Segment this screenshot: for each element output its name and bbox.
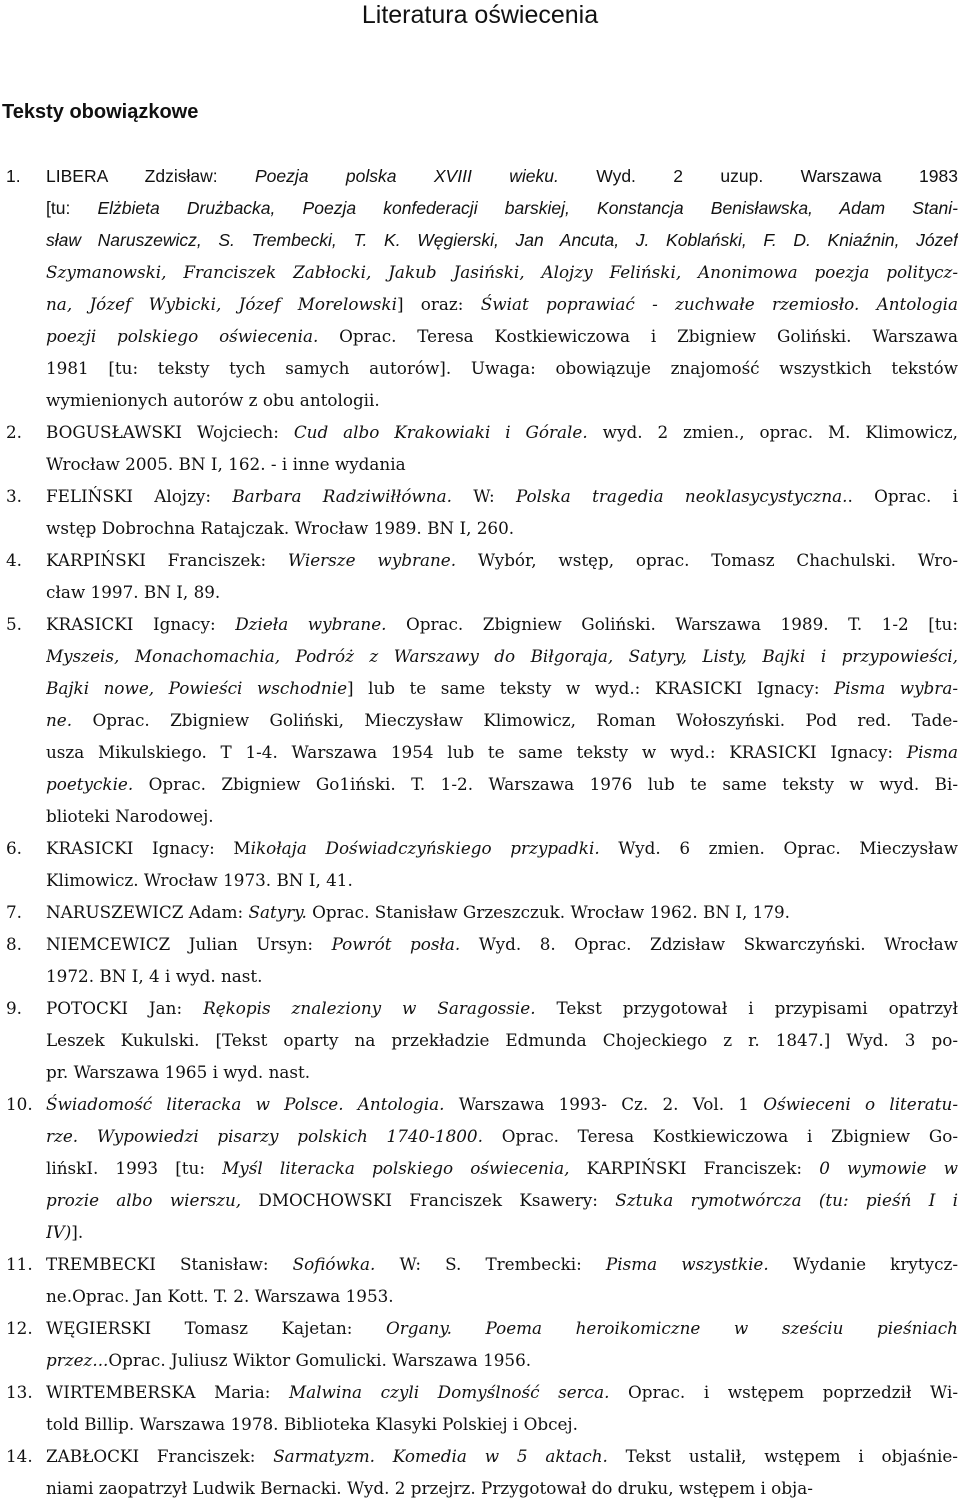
list-item xyxy=(0,1248,958,1312)
entry-text: Oprac. Zbigniew Go1iński. T. 1-2. Warszawa 1976 lub te same teksty w wyd. Bi- xyxy=(133,774,958,794)
entry-text: LIBERA Zdzisław: xyxy=(46,166,255,186)
title-text: Barbara Radziwiłłówna. xyxy=(232,486,452,506)
entry-line xyxy=(46,768,958,800)
title-text: Satyry. xyxy=(248,902,307,922)
title-text: Pisma xyxy=(906,742,958,762)
title-text: Myszeis, Monachomachia, Podróż z Warszawy do Biłgoraja, Satyry, Listy, Bajki i przypowieści, xyxy=(46,646,958,666)
entry-text: 1981 [tu: teksty tych samych autorów]. Uwaga: obowiązuje znajomość wszystkich tekstów xyxy=(46,358,958,378)
item-number: 4. xyxy=(6,550,23,570)
item-number: 6. xyxy=(6,838,23,858)
entry-line xyxy=(46,992,958,1024)
entry-text: TREMBECKI Stanisław: xyxy=(46,1254,293,1274)
entry-text: KARPIŃSKI Franciszek: xyxy=(569,1158,820,1178)
title-text: Pisma wybra- xyxy=(834,678,958,698)
entry-line xyxy=(46,704,958,736)
entry-line xyxy=(46,864,958,896)
entry-line xyxy=(46,544,958,576)
entry-text: wymienionych autorów z obu antologii. xyxy=(46,390,380,410)
title-text: Cud albo Krakowiaki i Górale. xyxy=(293,422,588,442)
title-text: prozie albo wierszu, xyxy=(46,1190,242,1210)
entry-text: Tekst ustalił, wstępem i objaśnie- xyxy=(607,1446,958,1466)
title-text: sław Naruszewicz, S. Trembecki, T. K. Węgierski, Jan Ancuta, J. Koblański, F. D. Kniaźnin, Józef xyxy=(46,230,958,250)
entry-text: Oprac. i wstępem poprzedził Wi- xyxy=(609,1382,958,1402)
entry-text: Tekst przygotował i przypisami opatrzył xyxy=(535,998,958,1018)
entry-line xyxy=(46,1408,958,1440)
entry-line xyxy=(46,1216,958,1248)
list-item xyxy=(0,1440,958,1504)
item-number: 3. xyxy=(6,486,23,506)
entry-text: Wyd. 2 uzup. Warszawa 1983 xyxy=(558,166,958,186)
title-text: Poezja polska XVIII wieku. xyxy=(255,166,559,186)
item-number: 12. xyxy=(6,1318,33,1338)
item-number: 14. xyxy=(6,1446,33,1466)
entry-line xyxy=(46,1056,958,1088)
entry-text: KRASICKI Ignacy: xyxy=(46,614,236,634)
list-item xyxy=(0,1088,958,1248)
title-text: rze. Wypowiedzi pisarzy polskich 1740-1800. xyxy=(46,1126,483,1146)
title-text: ikołaja Doświadczyńskiego przypadki. xyxy=(250,838,600,858)
entry-line xyxy=(46,1184,958,1216)
entry-line xyxy=(46,672,958,704)
entry-text: Wybór, wstęp, oprac. Tomasz Chachulski. Wro- xyxy=(456,550,958,570)
title-text: Sarmatyzm. Komedia w 5 aktach. xyxy=(273,1446,608,1466)
entry-text: WIRTEMBERSKA Maria: xyxy=(46,1382,289,1402)
entry-line xyxy=(46,448,958,480)
list-item xyxy=(0,896,958,928)
item-number: 11. xyxy=(6,1254,33,1274)
entry-text: DMOCHOWSKI Franciszek Ksawery: xyxy=(241,1190,616,1210)
item-number: 9. xyxy=(6,998,23,1018)
entry-text: Wyd. 6 zmien. Oprac. Mieczysław xyxy=(599,838,958,858)
entry-line xyxy=(46,896,958,928)
entry-text: W: S. Trembecki: xyxy=(375,1254,606,1274)
title-text: Malwina czyli Domyślność serca. xyxy=(288,1382,610,1402)
entry-line xyxy=(46,224,958,256)
list-item xyxy=(0,928,958,992)
entry-line xyxy=(46,928,958,960)
entry-line xyxy=(46,352,958,384)
entry-line xyxy=(46,1248,958,1280)
entry-text: FELIŃSKI Alojzy: xyxy=(46,486,233,506)
item-number: 13. xyxy=(6,1382,33,1402)
title-text: Świat poprawiać - zuchwałe rzemiosło. Antologia xyxy=(480,294,958,314)
entry-text: 1972. BN I, 4 i wyd. nast. xyxy=(46,966,263,986)
entry-line xyxy=(46,1120,958,1152)
entry-line xyxy=(46,1472,958,1504)
title-text: Szymanowski, Franciszek Zabłocki, Jakub Jasiński, Alojzy Feliński, Anonimowa poezja politycz- xyxy=(46,262,958,282)
entry-text: pr. Warszawa 1965 i wyd. nast. xyxy=(46,1062,311,1082)
list-item xyxy=(0,1312,958,1376)
list-item xyxy=(0,608,958,832)
title-text: Powrót posła. xyxy=(331,934,461,954)
list-item xyxy=(0,480,958,544)
entry-text: Wyd. 8. Oprac. Zdzisław Skwarczyński. Wrocław xyxy=(460,934,958,954)
title-text: Sofiówka. xyxy=(292,1254,376,1274)
list-item xyxy=(0,416,958,480)
entry-text: ]. xyxy=(71,1222,84,1242)
entry-line xyxy=(46,640,958,672)
list-item xyxy=(0,160,958,416)
entry-text: Warszawa 1993- Cz. 2. Vol. 1 xyxy=(444,1094,764,1114)
title-text: na, Józef Wybicki, Józef Morelowski xyxy=(46,294,397,314)
section-heading: Teksty obowiązkowe xyxy=(2,101,199,123)
title-text: poezji polskiego oświecenia. xyxy=(46,326,319,346)
entry-text: ] oraz: xyxy=(396,294,481,314)
list-item xyxy=(0,1376,958,1440)
title-text: przez... xyxy=(46,1350,109,1370)
entry-text: Oprac. Teresa Kostkiewiczowa i Zbigniew Goliński. Warszawa xyxy=(318,326,958,346)
title-text: IV) xyxy=(46,1222,72,1242)
entry-text: blioteki Narodowej. xyxy=(46,806,214,826)
list-item xyxy=(0,544,958,608)
entry-text: Oprac. Stanisław Grzeszczuk. Wrocław 1962. BN I, 179. xyxy=(306,902,791,922)
entry-text: usza Mikulskiego. T 1-4. Warszawa 1954 lub te same teksty w wyd.: KRASICKI Ignacy: xyxy=(46,742,907,762)
page-title: Literatura oświecenia xyxy=(361,1,599,29)
entry-text: wyd. 2 zmien., oprac. M. Klimowicz, xyxy=(587,422,958,442)
entry-text: ] lub te same teksty w wyd.: KRASICKI Ignacy: xyxy=(347,678,835,698)
title-text: Myśl literacka polskiego oświecenia, xyxy=(222,1158,570,1178)
entry-line xyxy=(46,192,958,224)
entry-text: . Oprac. i xyxy=(847,486,958,506)
entry-line xyxy=(46,960,958,992)
title-text: Oświeceni o literatu- xyxy=(763,1094,958,1114)
entry-text: ne.Oprac. Jan Kott. T. 2. Warszawa 1953. xyxy=(46,1286,394,1306)
entry-line xyxy=(46,416,958,448)
entry-text: Oprac. Teresa Kostkiewiczowa i Zbigniew Go- xyxy=(482,1126,958,1146)
entry-text: KRASICKI Ignacy: M xyxy=(46,838,251,858)
entry-text: Oprac. Zbigniew Goliński, Mieczysław Klimowicz, Roman Wołoszyński. Pod red. Tade- xyxy=(72,710,958,730)
title-text: Sztuka rymotwórcza (tu: pieśń I i xyxy=(615,1190,958,1210)
title-text: Bajki nowe, Powieści wschodnie xyxy=(46,678,348,698)
entry-line xyxy=(46,288,958,320)
entry-line xyxy=(46,736,958,768)
entry-line xyxy=(46,320,958,352)
entry-text: [tu: xyxy=(46,198,98,218)
item-number: 1. xyxy=(6,166,21,186)
list-item xyxy=(0,832,958,896)
entry-line xyxy=(46,608,958,640)
entry-text: W: xyxy=(451,486,516,506)
entry-text: KARPIŃSKI Franciszek: xyxy=(46,550,288,570)
entry-line xyxy=(46,1088,958,1120)
entry-text: Wydanie krytycz- xyxy=(768,1254,958,1274)
entry-line xyxy=(46,160,958,192)
entry-text: BOGUSŁAWSKI Wojciech: xyxy=(46,422,294,442)
entry-text: Leszek Kukulski. [Tekst oparty na przekładzie Edmunda Chojeckiego z r. 1847.] Wyd. 3 po- xyxy=(46,1030,958,1050)
entry-text: Oprac. Zbigniew Goliński. Warszawa 1989. T. 1-2 [tu: xyxy=(386,614,958,634)
entry-text: Klimowicz. Wrocław 1973. BN I, 41. xyxy=(46,870,353,890)
entry-text: lińskI. 1993 [tu: xyxy=(46,1158,223,1178)
item-number: 7. xyxy=(6,902,23,922)
title-text: Świadomość literacka w Polsce. Antologia. xyxy=(46,1094,445,1114)
entry-text: Wrocław 2005. BN I, 162. - i inne wydania xyxy=(46,454,406,474)
title-text: Pisma wszystkie. xyxy=(605,1254,769,1274)
entry-line xyxy=(46,384,958,416)
entry-text: wstęp Dobrochna Ratajczak. Wrocław 1989. BN I, 260. xyxy=(46,518,515,538)
item-number: 2. xyxy=(6,422,23,442)
item-number: 10. xyxy=(6,1094,33,1114)
list-item xyxy=(0,992,958,1088)
entry-text: POTOCKI Jan: xyxy=(46,998,204,1018)
entry-line xyxy=(46,1312,958,1344)
entry-line xyxy=(46,832,958,864)
bibliography-list xyxy=(0,160,958,1504)
entry-line xyxy=(46,1440,958,1472)
entry-line xyxy=(46,512,958,544)
entry-line xyxy=(46,800,958,832)
entry-line xyxy=(46,576,958,608)
title-text: ne. xyxy=(46,710,73,730)
entry-line xyxy=(46,1280,958,1312)
title-text: 0 wymowie w xyxy=(819,1158,958,1178)
entry-text: NARUSZEWICZ Adam: xyxy=(46,902,249,922)
title-text: Rękopis znaleziony w Saragossie. xyxy=(203,998,536,1018)
entry-line xyxy=(46,1376,958,1408)
entry-text: told Billip. Warszawa 1978. Biblioteka Klasyki Polskiej i Obcej. xyxy=(46,1414,578,1434)
entry-line xyxy=(46,1024,958,1056)
title-text: Wiersze wybrane. xyxy=(287,550,457,570)
title-text: Dzieła wybrane. xyxy=(235,614,387,634)
title-text: Elżbieta Drużbacka, Poezja konfederacji barskiej, Konstancja Benisławska, Adam Stani- xyxy=(97,198,958,218)
item-number: 5. xyxy=(6,614,23,634)
entry-text: Oprac. Juliusz Wiktor Gomulicki. Warszawa 1956. xyxy=(108,1350,532,1370)
entry-line xyxy=(46,256,958,288)
title-text: Organy. Poema heroikomiczne w sześciu pieśniach xyxy=(386,1318,958,1338)
entry-line xyxy=(46,1344,958,1376)
entry-line xyxy=(46,480,958,512)
item-number: 8. xyxy=(6,934,23,954)
entry-text: WĘGIERSKI Tomasz Kajetan: xyxy=(46,1318,386,1338)
entry-text: ZABŁOCKI Franciszek: xyxy=(46,1446,274,1466)
title-text: poetyckie. xyxy=(46,774,134,794)
title-text: Polska tragedia neoklasycystyczna. xyxy=(515,486,848,506)
entry-text: NIEMCEWICZ Julian Ursyn: xyxy=(46,934,332,954)
entry-line xyxy=(46,1152,958,1184)
entry-text: niami zaopatrzył Ludwik Bernacki. Wyd. 2 przejrz. Przygotował do druku, wstępem i obja- xyxy=(46,1478,813,1498)
entry-text: cław 1997. BN I, 89. xyxy=(46,582,221,602)
